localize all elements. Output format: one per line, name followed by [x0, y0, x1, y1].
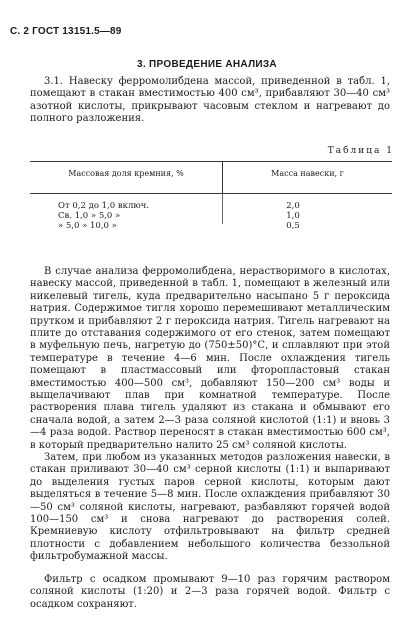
paragraph-decomposition — [30, 452, 390, 564]
paragraph-filter-text: Фильтр с осадком промывают 9—10 раз горячим раствором соляной кислоты (1:20) и 2—3 раза горячей водой. Фильтр с осадком сохраняют. — [30, 574, 390, 610]
table-1 — [30, 161, 392, 239]
table-row-2-range: Св. 1,0 » 5,0 » — [58, 211, 121, 221]
table-row-1-range: От 0,2 до 1,0 включ. — [58, 201, 150, 211]
paragraph-decomposition-text: Затем, при любом из указанных методов разложения навески, в стакан приливают 30—40 см³ серной кислоты (1:1) и выпаривают до выделения густых паров серной кислоты, которым дают выделяться в течение 5—8 мин. После охлаждения прибавляют 30—50 см³ соляной кислоты, нагревают, разбавляют горячей водой 100—150 см³ и снова нагревают до растворения солей. Кремниевую кислоту отфильтровывают на фильтр средней плотности с добавлением небольшого количества беззольной фильтробумажной массы. — [30, 452, 390, 563]
table-header-rule — [30, 193, 392, 194]
table-caption: Таблица 1 — [327, 146, 394, 156]
table-top-rule — [30, 161, 392, 162]
paragraph-3-1 — [30, 76, 390, 126]
table-row-3-range: » 5,0 » 10,0 » — [58, 221, 117, 231]
paragraph-3-1-text: 3.1. Навеску ферромолибдена массой, приведенной в табл. 1, помещают в стакан вместимостью 400 см³, прибавляют 30—40 см³ азотной кислоты, прикрывают часовым стеклом и нагревают до полного разложения. — [30, 76, 390, 125]
paragraph-insoluble — [30, 266, 390, 452]
table-header-silicon: Массовая доля кремния, % — [68, 169, 184, 178]
table-header-mass: Масса навески, г — [271, 169, 344, 178]
section-title: 3. ПРОВЕДЕНИЕ АНАЛИЗА — [137, 59, 277, 70]
table-body-divider — [222, 194, 223, 224]
table-row-1-mass: 2,0 — [286, 201, 300, 211]
table-row-2-mass: 1,0 — [286, 211, 300, 221]
table-row-3-mass: 0,5 — [286, 221, 300, 231]
paragraph-filter — [30, 574, 390, 611]
paragraph-insoluble-text: В случае анализа ферромолибдена, нерастворимого в кислотах, навеску массой, приведенной в табл. 1, помещают в железный или никелевый тигель, куда предварительно насыпано 5 г пероксида натрия. Содержимое тигля хорошо перемешивают металлическим прутком и прибавляют 2 г пероксида натрия. Тигель нагревают на плите до отставания содержимого от его стенок, затем помещают в муфельную печь, нагретую до (750±50)°С, и сплавляют при этой температуре в течение 4—6 мин. После охлаждения тигель помещают в пластмассовый или фторопластовый стакан вместимостью 400—500 см³, добавляют 150—200 см³ воды и выщелачивают плав при комнатной температуре. После растворения плава тигель удаляют из стакана и обмывают его сначала водой, а затем 2—3 раза соляной кислотой (1:1) и вновь 3—4 раза водой. Раствор переносят в стакан вместимостью 600 см³, в который предварительно налито 25 см³ соляной кислоты. — [30, 266, 390, 451]
page-header: С. 2 ГОСТ 13151.5—89 — [10, 26, 122, 37]
